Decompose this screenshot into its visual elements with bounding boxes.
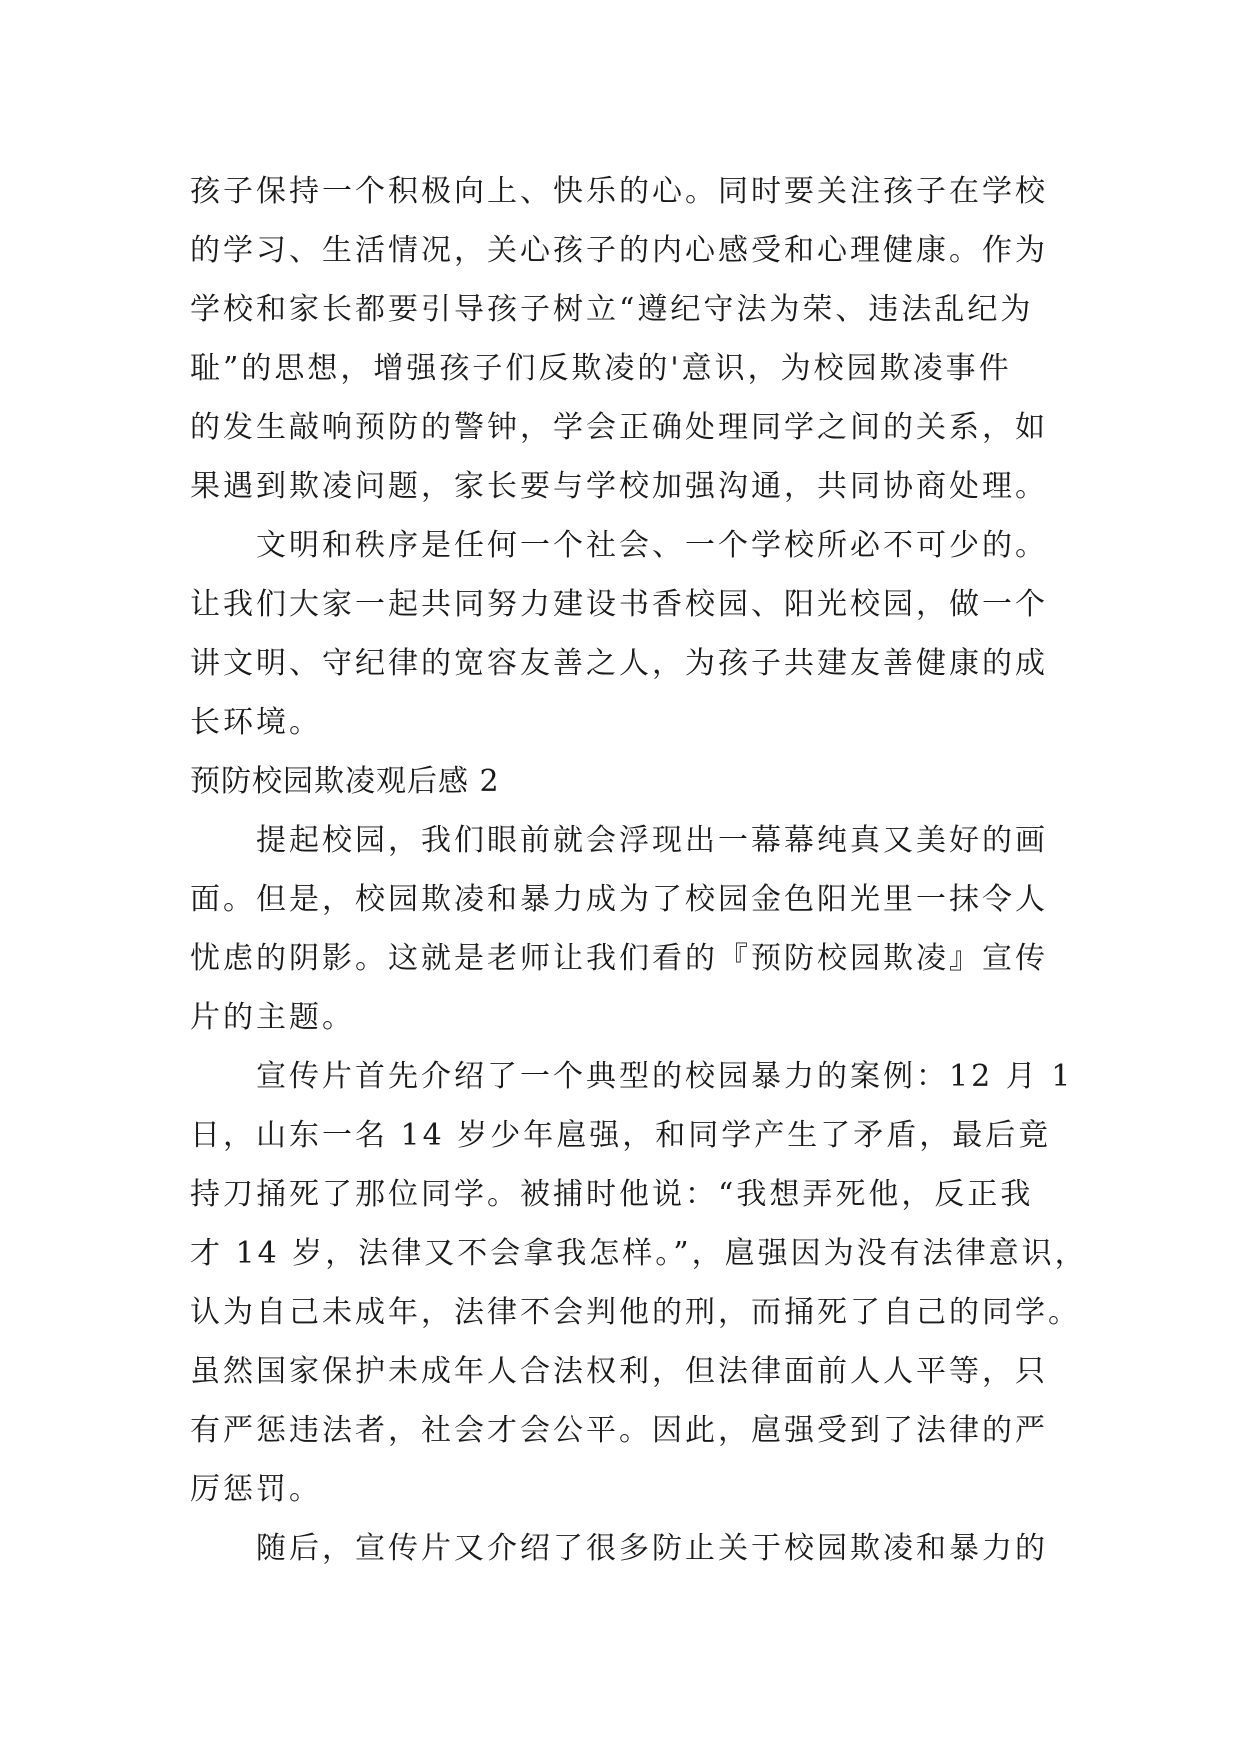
text-line: 日，山东一名 14 岁少年扈强，和同学产生了矛盾，最后竟 xyxy=(190,1118,1052,1153)
document-body xyxy=(190,162,1088,1578)
text-line: 长环境。 xyxy=(190,705,322,740)
text-line: 的学习、生活情况，关心孩子的内心感受和心理健康。作为 xyxy=(190,233,1048,268)
section-heading: 预防校园欺凌观后感 2 xyxy=(190,764,500,799)
text-line: 才 14 岁，法律又不会拿我怎样。”，扈强因为没有法律意识， xyxy=(190,1236,1088,1271)
text-line: 果遇到欺凌问题，家长要与学校加强沟通，共同协商处理。 xyxy=(190,469,1048,504)
text-line: 让我们大家一起共同努力建设书香校园、阳光校园，做一个 xyxy=(190,587,1048,622)
paragraph-start-line: 随后，宣传片又介绍了很多防止关于校园欺凌和暴力的 xyxy=(256,1531,1048,1566)
text-line: 有严惩违法者，社会才会公平。因此，扈强受到了法律的严 xyxy=(190,1413,1048,1448)
text-line: 虽然国家保护未成年人合法权利，但法律面前人人平等，只 xyxy=(190,1354,1048,1389)
text-line: 孩子保持一个积极向上、快乐的心。同时要关注孩子在学校 xyxy=(190,174,1048,209)
paragraph-start-line: 宣传片首先介绍了一个典型的校园暴力的案例：12 月 1 xyxy=(256,1059,1074,1094)
text-line: 持刀捅死了那位同学。被捕时他说：“我想弄死他，反正我 xyxy=(190,1177,1034,1212)
paragraph-start-line: 文明和秩序是任何一个社会、一个学校所必不可少的。 xyxy=(256,528,1048,563)
text-line: 的发生敲响预防的警钟，学会正确处理同学之间的关系，如 xyxy=(190,410,1048,445)
paragraph-start-line: 提起校园，我们眼前就会浮现出一幕幕纯真又美好的画 xyxy=(256,823,1048,858)
text-line: 片的主题。 xyxy=(190,1000,355,1035)
text-line: 耻”的思想，增强孩子们反欺凌的'意识，为校园欺凌事件 xyxy=(190,351,1012,386)
text-line: 认为自己未成年，法律不会判他的刑，而捅死了自己的同学。 xyxy=(190,1295,1081,1330)
text-line: 讲文明、守纪律的宽容友善之人，为孩子共建友善健康的成 xyxy=(190,646,1048,681)
text-line: 面。但是，校园欺凌和暴力成为了校园金色阳光里一抹令人 xyxy=(190,882,1048,917)
text-line: 忧虑的阴影。这就是老师让我们看的『预防校园欺凌』宣传 xyxy=(190,941,1048,976)
text-line: 学校和家长都要引导孩子树立“遵纪守法为荣、违法乱纪为 xyxy=(190,292,1034,327)
text-line: 厉惩罚。 xyxy=(190,1472,322,1507)
